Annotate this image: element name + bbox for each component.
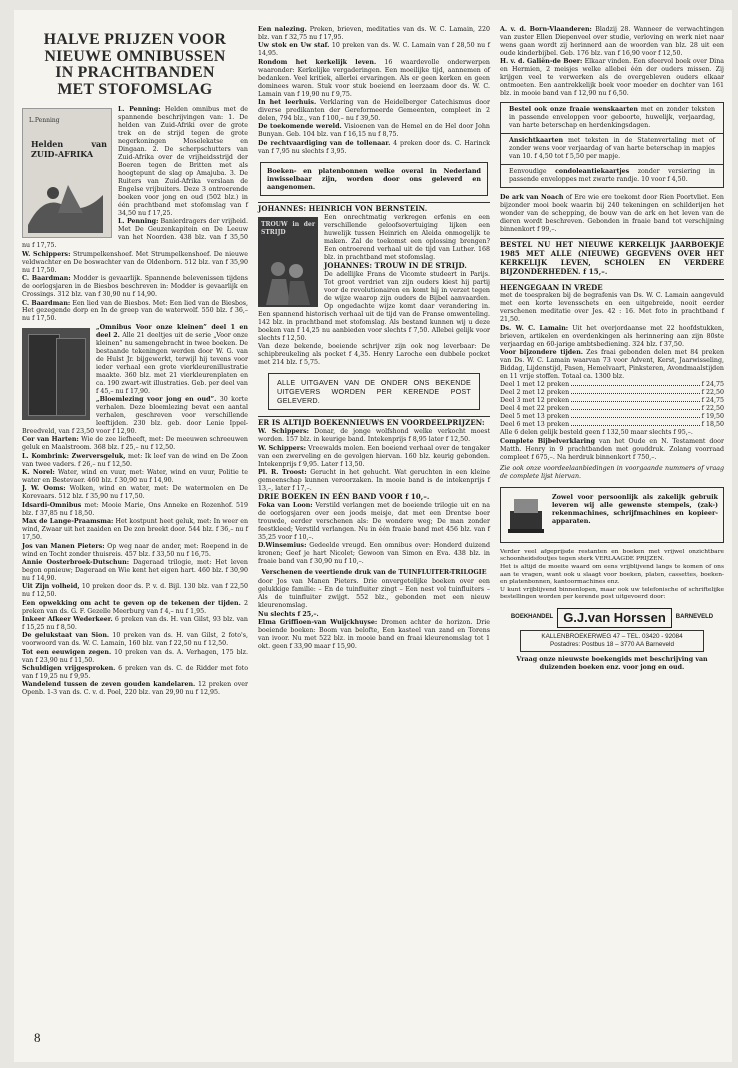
entry-bernstein: Een onrechtmatig verkregen erfenis en een verschillende geloofsovertuiging lijken een huwelijk tussen Heinrich en Aleida onmogelijk te maken. Zal de toekomst een oplossing brengen? Een ontroerend verhaal uit de tijd van Luther. 168 blz. in prachtband met stofomslag. (324, 213, 490, 261)
entry-galien: H. v. d. Galiën-de Boer: Elkaar vinden. Een sfeervol boek over Dina en Hermien, 2 meisjes welke allebei één der ouders missen. Zij krijgen veel te verwerken als de overgebleven ouders elkaar ontmoeten. Een aantrekkelijk boek voor moeder en dochter van 161 blz. in mooie band van f 12,90 nu f 6,50. (500, 58, 724, 98)
tuinfluiter-price: Nu slechts f 25,–. (258, 610, 319, 618)
italic-note: Zie ook onze voordeelaanbiedingen in voorgaande nummers of vraag de complete lijst hiervan. (500, 464, 724, 480)
entry-troost: Pl. R. Troost: Gerucht in het gehucht. Wat geruchten in een kleine gemeenschap kunnen veroorzaken. In mooie band is de intekenprijs f 13,–, later f 17,–. (258, 468, 490, 492)
logo-right: BARNEVELD (675, 614, 714, 621)
entry-toekomende: De toekomende wereld. Visioenen van de Hemel en de Hel door John Bunyan. Geb. 104 blz. van f 16,15 nu f 8,75. (258, 123, 490, 139)
entry-ark-noach: De ark van Noach of Ere wie ere toekomt door Rien Poortvliet. Een bijzonder mooi boek waarin bij 240 tekeningen en schilderijen het wonder van de schepping, de bouw van de ark en het leven van de dieren wordt beschreven. Gebonden in fraaie band tot verschijning binnenkort f 99,–. (500, 194, 724, 234)
fine-print-1: Verder veel afgeprijsde restanten en boeken met vrijwel onzichtbare schoonheidsfoutjes tegen sterk VERLAAGDE PRIJZEN. (500, 548, 724, 563)
price-row: Deel 1 met 12 preken f 24,75 (500, 381, 724, 389)
entry-vreewald: W. Schippers: Vreewalds molen. Een boeiend verhaal over de tengaker van een zwerveling en de gevolgen hiervan. 160 blz. keurig gebonden. Intekenprijs f 9,95. Later f 13,50. (258, 444, 490, 468)
entry-ooms: J. W. Ooms: Wolken, wind en water, met: De watermolen en De Korevaars. 512 blz. f 35,90 nu f 17,50. (22, 485, 248, 501)
column-middle (258, 26, 490, 651)
page-number: 8 (34, 1030, 41, 1045)
cover-title: Helden van ZUID-AFRIKA (31, 138, 107, 160)
notice-bonnen: Boeken- en platenbonnen welke overal in Nederland inwisselbaar zijn, worden door ons geleverd en aangenomen. (260, 162, 488, 196)
entry-donar: W. Schippers: Donar, de jonge wolfshond welke verkocht moest worden. 157 blz. in keurige band. Intekenprijs f 8,95 later f 12,50. (258, 428, 490, 444)
price-row: Deel 2 met 12 preken f 22,50 (500, 389, 724, 397)
entry-laroche: Van deze bekende, boeiende schrijver zijn ook nog leverbaar: De schipbreukeling als pocket f 4,35. Henry Laroche een dubbele pocket met 214 blz. f 5,75. (258, 343, 490, 367)
entry-leerhuis: In het leerhuis. Verklaring van de Heidelberger Catechismus door diverse predikanten der Gereformeerde Gemeenten, compleet in 2 delen, 794 blz., van f 100,– nu f 39,50. (258, 99, 490, 122)
entry-born: A. v. d. Born-Vlaanderen: Bladzij 28. Wanneer de verwachtingen van zuster Ellen Diepenveel over studie, verloving en werk niet naar wens gaan wordt zij herinnerd aan de woorden van blz. 28 uit een oude kinderbijbel. Geb. 176 blz. van f 16,90 voor f 12,50. (500, 26, 724, 57)
logo-name: G.J.van Horssen (557, 608, 672, 629)
typewriter-icon (506, 493, 546, 537)
office-ad-text: Zowel voor persoonlijk als zakelijk gebruik leveren wij alle gewenste stempels, (zak-) rekenmachines, schrijfmachines en kopieer-apparaten. (552, 492, 718, 525)
entry-baardman-2: C. Baardman: Een lied van de Biesbos. Met: Een lied van de Biesbos, Het gezegende dorp en In de greep van de waterwolf. 550 blz. f 36,– nu f 17,50. (22, 299, 248, 323)
entry-zegen: Tot een eeuwigen zegen. 10 preken van ds. A. Verhagen, 175 blz. van f 23,90 nu f 11,50. (22, 648, 248, 664)
entry-harten: Cor van Harten: Wie de zee liefheeft, met: De meeuwen schreeuwen geluk en Maalstroom. 368 blz. f 25,– nu f 12,50. (22, 436, 248, 452)
entry-lamain: Ds. W. C. Lamain: Uit het overjordaanse met 22 hoofdstukken, brieven, artikelen en overdenkingen als herinnering aan zijn 80ste verjaardag en 60-jarige ambtsbediening. 324 blz. f 37,50. (500, 324, 724, 348)
price-row: Deel 6 met 13 preken f 18,50 (500, 421, 724, 429)
entry-idsardi: Idsardi-Omnibus met: Mooie Marie, Ons Anneke en Rozenhof. 519 blz. f 37,85 nu f 18,50. (22, 501, 248, 517)
entry-winsemius: D.Winsemius: Gedeelde vreugd. Een omnibus over: Honderd duizend kronen; Geef je hart Nicolet; Gewoon van Simon en Eva. 438 blz. in fraaie band van f 30,90 nu f 10,–. (258, 542, 490, 566)
entry-nalezing: Een nalezing. Preken, brieven, meditaties van ds. W. C. Lamain, 220 blz. van f 32,75 nu f 17,95. (258, 26, 490, 41)
entry-tollenaar: De rechtvaardiging van de tollenaar. 4 preken door ds. C. Harinck van f 7,95 nu slechts f 3,95. (258, 139, 490, 155)
heading-jaarboekje: BESTEL NU HET NIEUWE KERKELIJK JAARBOEKJE 1985 MET ALLE (NIEUWE) GEGEVENS OVER HET KERKELIJK LEVEN, SCHOLEN EN VERDERE BIJZONDERHEDEN. f 15,–. (500, 238, 724, 280)
cover-illustration (258, 247, 318, 307)
logo-left: BOEKHANDEL (510, 614, 554, 621)
deel-price-list (500, 381, 724, 429)
entry-norel: K. Norel: Water, wind en vuur, met: Water, wind en vuur, Politie te water en Bestevaer. 460 blz. f 30,90 nu f 14,90. (22, 469, 248, 485)
book-cover-omnibus (22, 328, 90, 420)
entry-oosterbroek: Annie Oosterbroek-Dutschun: Dageraad trilogie, met: Het leven begon opnieuw; Dageraad en Wie kent het eigen hart. 460 blz. f 30,90 nu f 14,90. (22, 558, 248, 582)
price-row: Deel 4 met 22 preken f 22,50 (500, 405, 724, 413)
book-cover-trouw (258, 217, 318, 307)
column-right (500, 26, 724, 673)
entry-trouw: De adellijke Frans de Vicomte studeert in Parijs. Tot groot verdriet van zijn ouders kiest hij partij voor de revolutionairen en komt hij in verzet tegen de wijze waarop zijn ouders de Bijbel aanvaarden. Op ongedachte wijze komt daar verandering in. Een spannend historisch verhaal uit de tijd van de Franse omwenteling. 142 blz. in prachtband met stofomslag. Als bestand kunnen wij u deze boeken van f 14,25 nu aanbieden voor slechts f 7,50. Allebei gelijk voor slechts f 12,50. (258, 271, 490, 342)
page-title: HALVE PRIJZEN VOOR NIEUWE OMNIBUSSEN IN PRACHTBANDEN MET STOFOMSLAG (43, 31, 227, 98)
notice-uitgevers: ALLE UITGAVEN VAN DE ONDER ONS BEKENDE UITGEVERS WORDEN PER KERENDE POST GELEVERD. (268, 373, 480, 410)
entry-bijzondere-tijden: Voor bijzondere tijden. Zes fraai gebonden delen met 84 preken van Ds. W. C. Lamain waarvan 73 voor Advent, Kerst, Jaarwisseling, Biddag, Lijdenstijd, Pasen, Hemelvaart, Pinksteren, Avondmaalstijden en 11 vrije stoffen. Totaal ca. 1300 blz. (500, 349, 725, 381)
heading-drie-boeken: DRIE BOEKEN IN EÉN BAND VOOR f 10,–. (258, 492, 430, 502)
cards-box (500, 102, 724, 188)
wenskaarten: Bestel ook onze fraaie wenskaarten met en zonder teksten in passende enveloppen voor geboorte, huwelijk, verjaardag, van harte beterschap en herdenkingsdagen. (501, 103, 723, 134)
heading-nieuws: ER IS ALTIJD BOEKENNIEUWS EN VOORDEELPRIJZEN: (258, 416, 490, 428)
entry-inkeer: Inkeer Afkeer Wederkeer. 6 preken van ds. H. van Gilst, 93 blz. van f 15,25 nu f 8,50. (22, 615, 248, 631)
cover-illustration (23, 165, 109, 235)
shop-address: KALLENBROEKERWEG 47 – TEL. 03420 - 92084 Postadres: Postbus 18 – 3770 AA Barneveld (520, 630, 704, 652)
entry-loon: Foka van Loon: Verstild verlangen met de boeiende trilogie uit en na de oorlogsjaren over een joods meisje, dat met een Drentse boer trouwde, eerder verschenen als: De wondere weg; De man zonder feestkleed; Verstild verlangen. Nu in één fraaie band met 456 blz. van f 35,25 voor f 10,–. (258, 502, 490, 542)
fine-print-2: Het is altijd de moeite waard om eens vrijblijvend langs te komen of ons aan te vragen, want ook u slaagt voor boeken, platen, cassettes, boeken- en platenbonnen, kantoormachines enz. (500, 564, 724, 586)
entry-schuldigen: Schuldigen vrijgesproken. 6 preken van ds. C. de Ridder met foto van f 19,25 nu f 9,95. (22, 665, 248, 681)
cover-author: L.Penning (29, 117, 60, 125)
magazine-page (14, 10, 732, 1062)
book-cover-helden (22, 108, 112, 238)
entry-lange: Max de Lange-Praamsma: Het kostpunt heet geluk, met: In weer en wind, Zwaar uit het zaaiden en De zon breekt door. 544 blz. f 36,– nu f 17,50. (22, 518, 248, 542)
entry-kombrink: L. Kombrink: Zwerversgeluk, met: Ik leef van de wind en De Zoon van twee vaders. f 26,– nu f 12,50. (22, 452, 248, 468)
heading-bernstein: JOHANNES: HEINRICH VON BERNSTEIN. (258, 202, 490, 214)
deel-summary: Alle 6 delen gelijk besteld geen f 132,50 maar slechts f 95,–. (500, 429, 693, 437)
heading-trouw: JOHANNES: TROUW IN DE STRIJD. (324, 261, 467, 271)
entry-kandelaren: Wandelend tussen de zeven gouden kandelaren. 12 preken over Openb. 1-3 van ds. C. v. d. Poel, 220 blz. van 29,90 nu f 12,95. (22, 681, 249, 697)
entry-omnibus: „Omnibus Voor onze kleinen” deel 1 en deel 2. Alle 21 deeltjes uit de serie „Voor onze kleinen” nu samengebracht in twee boeken. De bestaande tekeningen werden door W. G. van de Hulst Jr. bijgewerkt, terwijl hij tevens voor ieder verhaal een grote vierkleurenillustratie maakte. 360 blz. met 21 vierkleurenplaten en ca. 190 zwart-wit illustraties. Geb. per deel van f 45,– nu f 17,90. (96, 323, 248, 395)
price-row: Deel 3 met 12 preken f 24,75 (500, 397, 724, 405)
entry-tuinfluiter: door Jos van Manen Pieters. Drie onvergetelijke boeken over een gelukkige familie: – En de tuinfluiter zingt – Een nest vol tuinfluiters – Als de tuinfluiter zwijgt. 552 blz., gebonden met een nieuw kleurenomslag. (258, 578, 490, 610)
price-row: Deel 5 met 13 preken f 19,50 (500, 413, 724, 421)
entry-helden: L. Penning: Helden omnibus met de spannende beschrijvingen van: 1. De helden van Zuid-Afriki over de grote trek en de strijd tegen de grote negerkoningen Moselekatse en Dingaan. 2. De scherpschutters van Zuid-Afrika over de vrijheidsstrijd der Boeren tegen de Britten met als hoogtepunt de slag op Amajuba. 3. De Ruiters van Zuid-Afrika verslaan de Engelse vrijbuiters. Deze 3 ontroerende boeken voor jong en oud (502 blz.) in één prachtband met stofomslag van f 34,50 nu f 17,25. (118, 106, 248, 218)
column-left (22, 26, 248, 698)
entry-manen: Jos van Manen Pieters: Op weg naar de ander, met: Roepend in de wind en Tocht zonder thuisreis. 457 blz. f 33,50 nu f 16,75. (22, 542, 248, 558)
ansichtkaarten: Ansichtkaarten met teksten in de Statenvertaling met of zonder wens voor verjaardag of van harte beterschap in mapjes van 10. f 4,50 tot f 5,50 per mapje. (501, 134, 723, 165)
entry-baardman-1: C. Baardman: Modder is gevaarlijk. Spannende belevenissen tijdens de oorlogsjaren in de Biesbos beschreven in: Modder is gevaarlijk en Crossings. 312 blz. van f 30,90 nu f 14,90. (22, 275, 248, 299)
entry-henry: Complete Bijbelverklaring van het Oude en N. Testament door Matth. Henry in 9 prachtbanden met gouddruk. Zolang voorraad compleet f 675,–. Na herdruk binnenkort f 750,–. (500, 437, 724, 461)
entry-opwekking: Een opwekking om acht te geven op de tekenen der tijden. 2 preken van ds. G. F. Gezelle Meerburg van f 4,– nu f 1,95. (22, 599, 248, 615)
entry-griffioen: Elma Griffioen-van Wuijckhuyse: Dromen achter de horizon. Drie boeiende boeken: Boom van belofte, Een kasteel van zand en Torens van ivoor. Nu met 522 blz. in mooie band en fraai kleurenomslag tot 1 okt. geen f 33,90 maar f 15,90. (258, 619, 490, 651)
entry-penning: L. Penning: Banierdragers der vrijheid. Met De Geuzenkapitein en De Leeuw van het Noorden. 438 blz. van f 35,50 nu f 17,75. (22, 218, 248, 250)
heading-tuinfluiter: Verschenen de veertiende druk van de TUINFLUITER-TRILOGIE (261, 569, 487, 577)
office-ad-box (500, 487, 724, 543)
entry-kerkelijk: Rondom het kerkelijk leven. 16 waardevolle onderwerpen waaronder: Kerkelijke vergaderingen. Een moeilijke tijd, aannemen of bedanken. Veel kritiek, allerlei ervaringen. Als er geen kerken en geen dominees waren. Stuk voor stuk boeiend en leerzaam door ds. W. C. Lamain van f 19,90 nu f 9,75. (258, 58, 490, 98)
entry-bloemlezing: „Bloemlezing voor jong en oud”. 30 korte verhalen. Deze bloemlezing bevat een aantal verhalen, geschreven voor verschillende leeftijden. 230 blz. geb. door Lenie Ippel-Breedveld, van f 23,50 voor f 12,90. (22, 396, 248, 436)
entry-volheid: Uit Zijn volheid, 10 preken door ds. P. v. d. Bijl. 130 blz. van f 22,50 nu f 12,50. (22, 583, 248, 599)
closing-line: Vraag onze nieuwste boekengids met beschrijving van duizenden boeken enz. voor jong en oud. (516, 656, 708, 672)
cover-title: TROUW in der STRIJD (261, 220, 315, 236)
entry-stok: Uw stok en Uw staf. 10 preken van ds. W. C. Lamain van f 28,50 nu f 14,95. (258, 42, 490, 58)
entry-schippers: W. Schippers: Strumpelkenshoef. Met Strumpelkenshoef. De nieuwe veldwachter en De boswachter van de Oldenborn. 512 blz. van f 35,90 nu f 17,50. (22, 250, 248, 274)
condoleantiekaartjes: Eenvoudige condoleantiekaartjes zonder versiering in passende enveloppes met zwarte randje. 10 voor f 4,50. (509, 168, 715, 184)
shop-logo (500, 608, 724, 629)
entry-sion: De gelukstaat van Sion. 10 preken van ds. H. van Gilst, 2 foto's, voorwoord van ds. W. C. Lamain, 160 blz. van f 22,50 nu f 12,50. (22, 632, 248, 648)
entry-vrede: met de toespraken bij de begrafenis van Ds. W. C. Lamain aangevuld met een korte levensschets en een uitgebreide, nooit eerder verschenen meditatie over Jes. 42 : 16. Met foto in prachtband f 21,50. (500, 292, 724, 324)
heading-vrede: HEENGEGAAN IN VREDE (500, 282, 603, 292)
fine-print-3: U kunt vrijblijvend binnenlopen, maar ook uw telefonische of schriftelijke bestellingen worden per kerende post uitgevoerd door: (500, 586, 724, 601)
